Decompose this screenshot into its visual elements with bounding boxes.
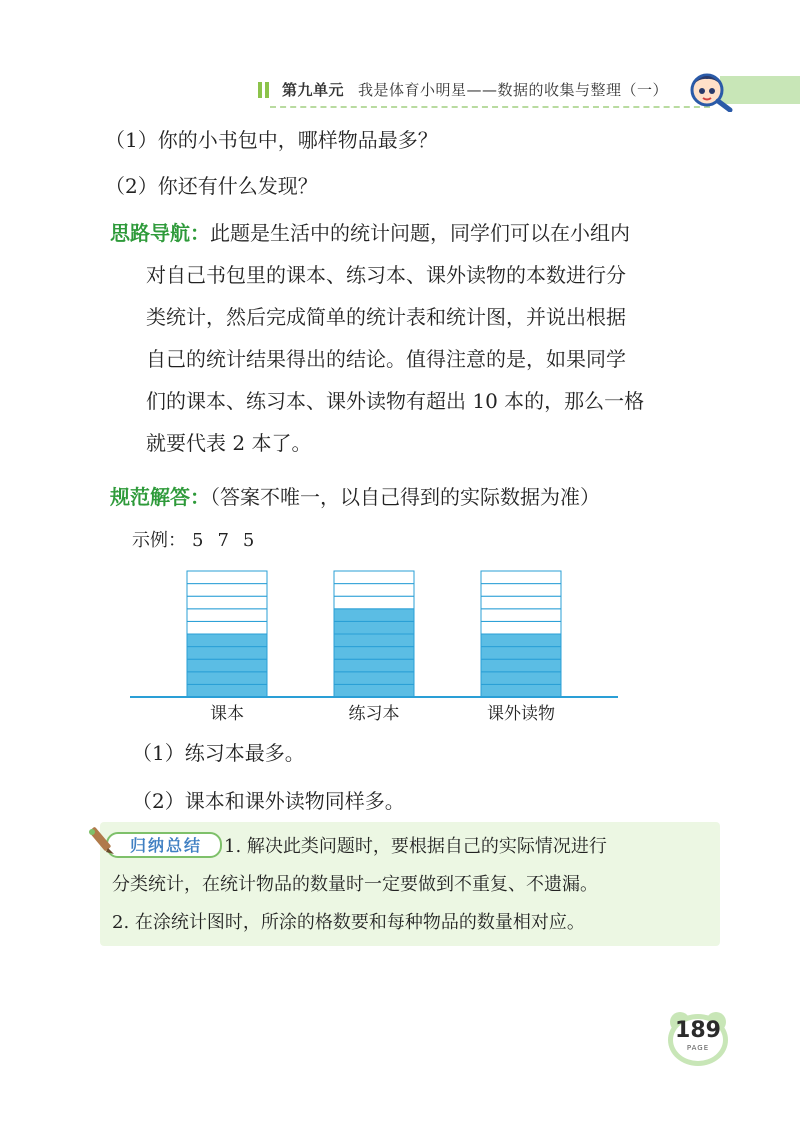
bar-cell-filled (481, 672, 561, 685)
bar-cell-filled (481, 684, 561, 697)
question-2: （2）你还有什么发现？ (105, 174, 318, 198)
hint-line-4: 自己的统计结果得出的结论。值得注意的是，如果同学 (146, 347, 626, 371)
x-category-label: 练习本 (348, 704, 400, 724)
page-number: 189 (675, 1018, 721, 1043)
hint-paragraph (110, 212, 720, 464)
bar-cell-filled (187, 634, 267, 647)
bar-cell-filled (334, 672, 414, 685)
bar-cell-empty (481, 571, 561, 584)
page-header (250, 76, 800, 108)
summary-line-2: 分类统计，在统计物品的数量时一定要做到不重复、不遗漏。 (112, 874, 598, 895)
bar-chart (120, 560, 630, 730)
conclusion-1: （1）练习本最多。 (132, 741, 305, 765)
conclusion-2: （2）课本和课外读物同样多。 (132, 789, 405, 813)
mascot-magnifier-icon (688, 70, 734, 112)
bar-cell-filled (334, 609, 414, 622)
pencil-icon (82, 822, 122, 858)
example-row (132, 526, 268, 552)
hint-line-1: 此题是生活中的统计问题，同学们可以在小组内 (210, 221, 630, 245)
summary-label: 归纳总结 (130, 836, 203, 855)
unit-title: 我是体育小明星——数据的收集与整理（一） (358, 81, 669, 99)
bar-cell-filled (187, 684, 267, 697)
bar-cell-filled (334, 634, 414, 647)
bar-cell-filled (187, 659, 267, 672)
header-text (282, 79, 668, 100)
hint-line-5: 们的课本、练习本、课外读物有超出 10 本的，那么一格 (146, 389, 645, 413)
example-value: 5 (192, 530, 204, 551)
bar-cell-empty (481, 621, 561, 634)
summary-box (100, 822, 720, 946)
unit-label: 第九单元 (282, 81, 345, 99)
summary-line-1: 1. 解决此类问题时，要根据自己的实际情况进行 (224, 836, 607, 857)
summary-badge (100, 830, 218, 856)
bar-cell-empty (187, 584, 267, 597)
bar-cell-empty (481, 609, 561, 622)
example-value: 5 (242, 530, 255, 551)
bar-cell-filled (334, 659, 414, 672)
bar-cell-filled (334, 684, 414, 697)
bar-cell-filled (481, 659, 561, 672)
x-category-label: 课外读物 (487, 704, 555, 724)
summary-line-3: 2. 在涂统计图时，所涂的格数要和每种物品的数量相对应。 (112, 912, 585, 933)
header-bars (258, 82, 272, 102)
answer-line (110, 481, 600, 510)
bar-cell-empty (187, 596, 267, 609)
bar-cell-filled (187, 672, 267, 685)
bar-cell-empty (481, 584, 561, 597)
bar-cell-empty (334, 571, 414, 584)
answer-note: （答案不唯一，以自己得到的实际数据为准） (210, 485, 600, 509)
question-1: （1）你的小书包中，哪样物品最多？ (105, 128, 438, 152)
bar-cell-empty (187, 609, 267, 622)
hint-label: 思路导航： (110, 221, 210, 245)
bar-cell-filled (187, 647, 267, 660)
hint-line-6: 就要代表 2 本了。 (146, 431, 312, 455)
example-value: 7 (217, 530, 229, 551)
bar-cell-filled (334, 647, 414, 660)
x-category-label: 课本 (210, 704, 244, 724)
bar-cell-filled (481, 647, 561, 660)
page-word: PAGE (686, 1044, 710, 1052)
page-number-badge (666, 1010, 730, 1068)
bar-cell-empty (187, 621, 267, 634)
bar-cell-empty (334, 584, 414, 597)
bar-cell-filled (481, 634, 561, 647)
hint-line-3: 类统计，然后完成简单的统计表和统计图，并说出根据 (146, 305, 626, 329)
bar-cell-empty (334, 596, 414, 609)
answer-label: 规范解答： (110, 485, 210, 509)
hint-line-2: 对自己书包里的课本、练习本、课外读物的本数进行分 (146, 263, 626, 287)
bar-cell-empty (481, 596, 561, 609)
bar-cell-empty (187, 571, 267, 584)
bar-cell-filled (334, 621, 414, 634)
example-label: 示例： (132, 530, 186, 551)
header-divider (270, 106, 710, 108)
